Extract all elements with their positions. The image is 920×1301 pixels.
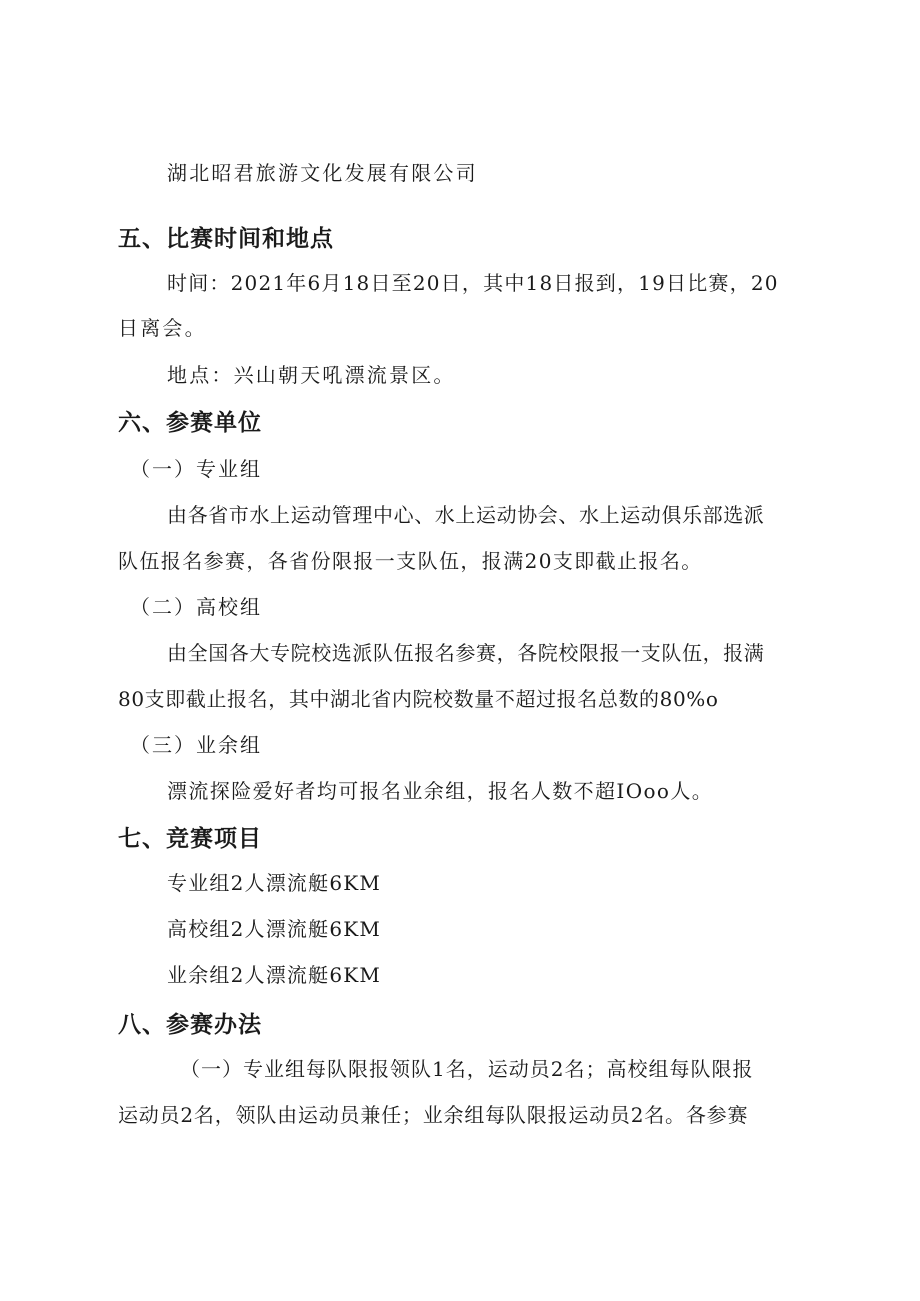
group-amateur-line-1: 漂流探险爱好者均可报名业余组，报名人数不超IOoo人。 — [167, 779, 714, 803]
section-5-heading: 五、比赛时间和地点 — [118, 226, 334, 252]
event-item: 业余组2人漂流艇6KM — [167, 963, 382, 987]
time-line-2: 日离会。 — [118, 316, 207, 340]
time-line-1: 时间：2021年6月18日至20日，其中18日报到，19日比赛，20 — [167, 271, 779, 295]
event-item: 高校组2人漂流艇6KM — [167, 917, 382, 941]
group-college-line-2: 80支即截止报名，其中湖北省内院校数量不超过报名总数的80%o — [118, 687, 719, 711]
event-item: 专业组2人漂流艇6KM — [167, 871, 382, 895]
group-college-line-1: 由全国各大专院校选派队伍报名参赛，各院校限报一支队伍，报满 — [167, 641, 765, 665]
group-amateur-title: （三）业余组 — [130, 733, 262, 757]
organizer-name: 湖北昭君旅游文化发展有限公司 — [167, 161, 478, 185]
group-pro-title: （一）专业组 — [130, 457, 262, 481]
group-pro-line-1: 由各省市水上运动管理中心、水上运动协会、水上运动俱乐部选派 — [167, 503, 765, 527]
place-line: 地点：兴山朝天吼漂流景区。 — [167, 363, 456, 387]
section-7-heading: 七、竞赛项目 — [118, 826, 262, 852]
group-college-title: （二）高校组 — [130, 595, 262, 619]
method-line-2: 运动员2名，领队由运动员兼任；业余组每队限报运动员2名。各参赛 — [118, 1103, 749, 1127]
section-8-heading: 八、参赛办法 — [118, 1012, 262, 1038]
method-line-1: （一）专业组每队限报领队1名，运动员2名；高校组每队限报 — [180, 1057, 754, 1081]
group-pro-line-2: 队伍报名参赛，各省份限报一支队伍，报满20支即截止报名。 — [118, 549, 703, 573]
section-6-heading: 六、参赛单位 — [118, 410, 262, 436]
